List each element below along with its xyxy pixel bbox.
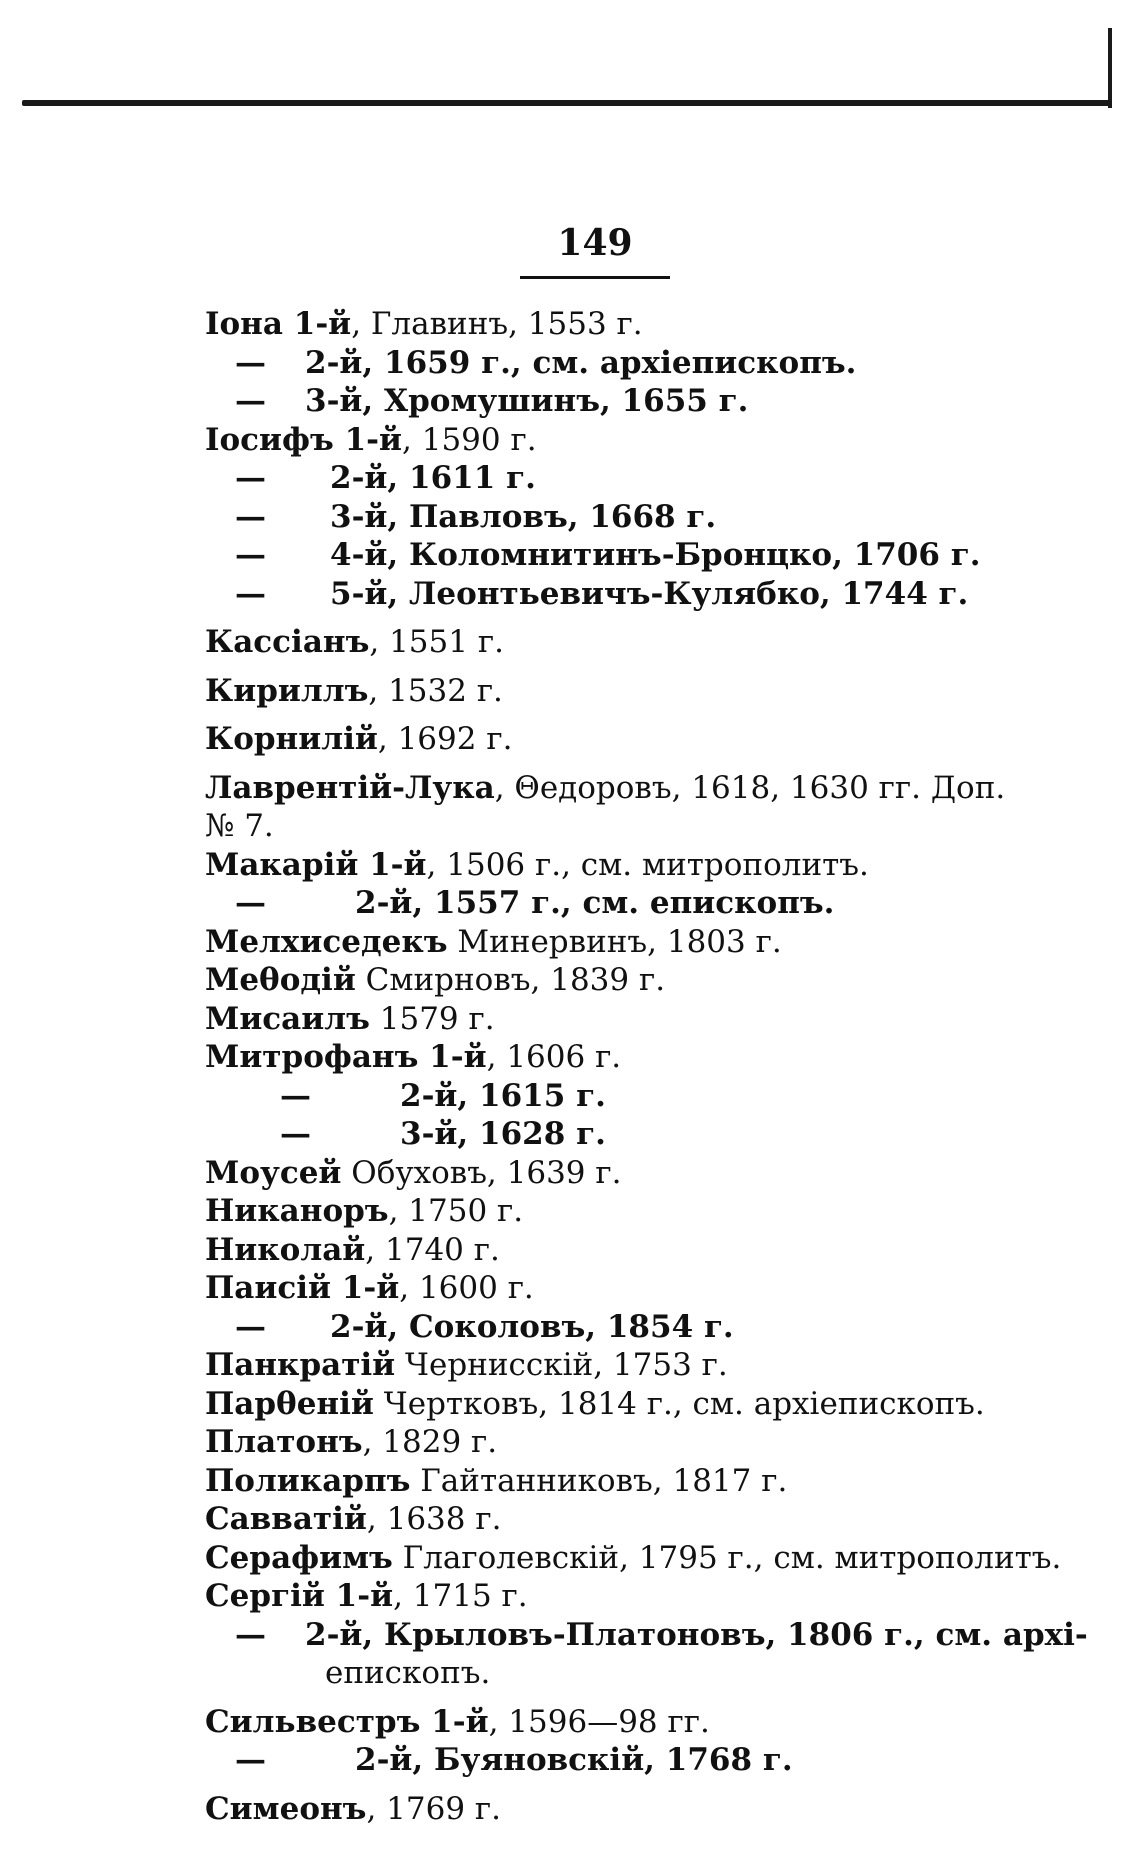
list-item: Парθеній Чертковъ, 1814 г., см. архіепископъ. (205, 1385, 985, 1422)
list-item: — 2-й, 1615 г. (280, 1077, 606, 1114)
list-item: Іосифъ 1-й, 1590 г. (205, 421, 537, 458)
list-item: Симеонъ, 1769 г. (205, 1790, 502, 1827)
list-item: Корнилій, 1692 г. (205, 721, 513, 757)
list-item: Макарій 1-й, 1506 г., см. митрополитъ. (205, 846, 869, 883)
list-item: — 3-й, 1628 г. (280, 1116, 606, 1152)
list-item: — 2-й, 1557 г., см. епископъ. (235, 885, 835, 921)
list-item: — 2-й, Соколовъ, 1854 г. (235, 1308, 734, 1345)
list-item: Іона 1-й, Главинъ, 1553 г. (205, 306, 643, 342)
list-item: Никаноръ, 1750 г. (205, 1193, 524, 1229)
list-item: Савватій, 1638 г. (205, 1501, 502, 1537)
list-item: — 2-й, 1611 г. (235, 460, 536, 496)
page-number: 149 (557, 222, 633, 264)
list-item: Николай, 1740 г. (205, 1231, 500, 1268)
list-item: — 3-й, Павловъ, 1668 г. (235, 498, 717, 535)
list-item: Платонъ, 1829 г. (205, 1424, 498, 1460)
list-item: Мелхиседекъ Минервинъ, 1803 г. (205, 923, 782, 960)
list-item: Мисаилъ 1579 г. (205, 1000, 495, 1037)
list-item: Кириллъ, 1532 г. (205, 672, 503, 709)
list-item: Поликарпъ Гайтанниковъ, 1817 г. (205, 1462, 788, 1499)
list-item: Серафимъ Глаголевскій, 1795 г., см. митрополитъ. (205, 1539, 1062, 1576)
list-item: Кассіанъ, 1551 г. (205, 624, 504, 660)
top-border-corner (1108, 28, 1112, 108)
list-item: Митрофанъ 1-й, 1606 г. (205, 1039, 622, 1075)
list-item: Лаврентій-Лука, Θедоровъ, 1618, 1630 гг. Доп. (205, 769, 1006, 806)
page-number-underline (520, 276, 670, 279)
list-item: № 7. (205, 808, 274, 844)
entry-list (205, 305, 1088, 1828)
list-item: — 4-й, Коломнитинъ-Бронцко, 1706 г. (235, 537, 981, 573)
list-item: Паисій 1-й, 1600 г. (205, 1270, 534, 1306)
top-border-rule (22, 100, 1110, 106)
list-item: Меθодій Смирновъ, 1839 г. (205, 962, 666, 998)
list-item: — 3-й, Хромушинъ, 1655 г. (235, 383, 749, 419)
list-item: Сергій 1-й, 1715 г. (205, 1578, 528, 1614)
list-item: — 5-й, Леонтьевичъ-Кулябко, 1744 г. (235, 575, 969, 612)
list-item: епископъ. (325, 1655, 491, 1691)
list-item: Сильвестръ 1-й, 1596—98 гг. (205, 1703, 710, 1740)
list-item: — 2-й, Крыловъ-Платоновъ, 1806 г., см. архі- (235, 1616, 1088, 1653)
list-item: — 2-й, 1659 г., см. архіепископъ. (235, 344, 857, 381)
list-item: — 2-й, Буяновскій, 1768 г. (235, 1742, 793, 1778)
list-item: Панкратій Чернисскій, 1753 г. (205, 1347, 728, 1383)
list-item: Моусей Обуховъ, 1639 г. (205, 1154, 622, 1191)
